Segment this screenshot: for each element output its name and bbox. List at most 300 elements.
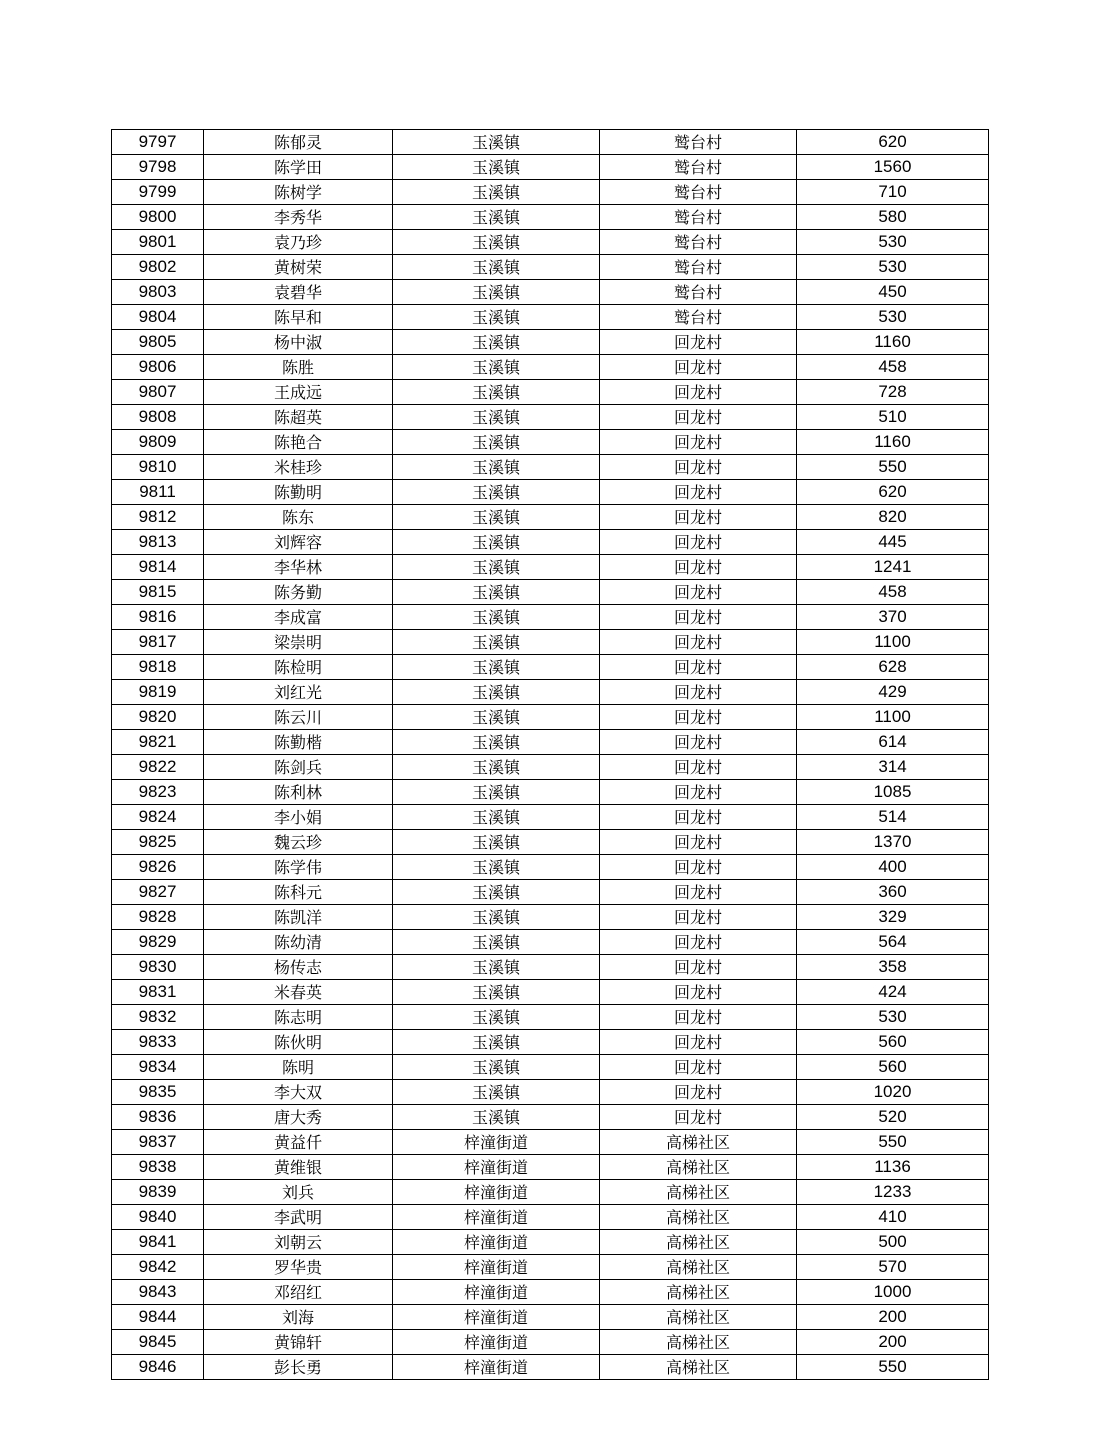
cell-amount: 410 <box>797 1205 989 1230</box>
cell-amount: 1370 <box>797 830 989 855</box>
cell-village: 回龙村 <box>600 1030 797 1055</box>
cell-town: 梓潼街道 <box>393 1180 600 1205</box>
cell-amount: 560 <box>797 1055 989 1080</box>
cell-town: 玉溪镇 <box>393 780 600 805</box>
cell-name: 黄益仟 <box>204 1130 393 1155</box>
cell-town: 玉溪镇 <box>393 555 600 580</box>
cell-village: 高梯社区 <box>600 1255 797 1280</box>
cell-village: 鹫台村 <box>600 130 797 155</box>
cell-number: 9817 <box>112 630 204 655</box>
cell-name: 陈学伟 <box>204 855 393 880</box>
cell-name: 米春英 <box>204 980 393 1005</box>
cell-amount: 500 <box>797 1230 989 1255</box>
cell-name: 袁乃珍 <box>204 230 393 255</box>
cell-amount: 710 <box>797 180 989 205</box>
cell-village: 回龙村 <box>600 555 797 580</box>
cell-town: 玉溪镇 <box>393 1005 600 1030</box>
table-row <box>112 830 989 855</box>
cell-amount: 728 <box>797 380 989 405</box>
cell-number: 9813 <box>112 530 204 555</box>
cell-number: 9815 <box>112 580 204 605</box>
cell-number: 9821 <box>112 730 204 755</box>
table-row <box>112 780 989 805</box>
cell-name: 李小娟 <box>204 805 393 830</box>
cell-number: 9835 <box>112 1080 204 1105</box>
cell-number: 9827 <box>112 880 204 905</box>
cell-village: 回龙村 <box>600 655 797 680</box>
cell-town: 玉溪镇 <box>393 1030 600 1055</box>
cell-town: 玉溪镇 <box>393 755 600 780</box>
table-row <box>112 580 989 605</box>
cell-village: 回龙村 <box>600 405 797 430</box>
cell-name: 袁碧华 <box>204 280 393 305</box>
cell-village: 回龙村 <box>600 505 797 530</box>
table-row <box>112 180 989 205</box>
cell-amount: 329 <box>797 905 989 930</box>
table-row <box>112 705 989 730</box>
cell-village: 鹫台村 <box>600 180 797 205</box>
cell-town: 玉溪镇 <box>393 405 600 430</box>
cell-town: 梓潼街道 <box>393 1255 600 1280</box>
cell-name: 彭长勇 <box>204 1355 393 1380</box>
cell-village: 高梯社区 <box>600 1305 797 1330</box>
cell-town: 玉溪镇 <box>393 705 600 730</box>
cell-amount: 1100 <box>797 705 989 730</box>
cell-number: 9818 <box>112 655 204 680</box>
table-row <box>112 630 989 655</box>
cell-number: 9820 <box>112 705 204 730</box>
cell-name: 黄树荣 <box>204 255 393 280</box>
table-row <box>112 1155 989 1180</box>
cell-town: 梓潼街道 <box>393 1230 600 1255</box>
cell-village: 回龙村 <box>600 455 797 480</box>
cell-amount: 550 <box>797 1355 989 1380</box>
cell-number: 9807 <box>112 380 204 405</box>
cell-name: 陈剑兵 <box>204 755 393 780</box>
cell-town: 玉溪镇 <box>393 1080 600 1105</box>
cell-town: 玉溪镇 <box>393 855 600 880</box>
cell-amount: 628 <box>797 655 989 680</box>
cell-number: 9846 <box>112 1355 204 1380</box>
cell-town: 玉溪镇 <box>393 905 600 930</box>
cell-town: 梓潼街道 <box>393 1305 600 1330</box>
table-row <box>112 255 989 280</box>
cell-amount: 530 <box>797 1005 989 1030</box>
cell-amount: 510 <box>797 405 989 430</box>
cell-number: 9832 <box>112 1005 204 1030</box>
cell-town: 玉溪镇 <box>393 430 600 455</box>
cell-amount: 514 <box>797 805 989 830</box>
cell-name: 陈东 <box>204 505 393 530</box>
cell-town: 玉溪镇 <box>393 1055 600 1080</box>
cell-name: 杨中淑 <box>204 330 393 355</box>
table-row <box>112 1355 989 1380</box>
cell-name: 唐大秀 <box>204 1105 393 1130</box>
cell-number: 9824 <box>112 805 204 830</box>
cell-amount: 620 <box>797 130 989 155</box>
cell-number: 9808 <box>112 405 204 430</box>
table-row <box>112 1330 989 1355</box>
cell-name: 刘辉容 <box>204 530 393 555</box>
cell-number: 9806 <box>112 355 204 380</box>
cell-name: 陈早和 <box>204 305 393 330</box>
cell-name: 陈云川 <box>204 705 393 730</box>
cell-town: 玉溪镇 <box>393 930 600 955</box>
cell-name: 陈学田 <box>204 155 393 180</box>
cell-town: 玉溪镇 <box>393 505 600 530</box>
cell-village: 回龙村 <box>600 430 797 455</box>
cell-name: 李成富 <box>204 605 393 630</box>
cell-number: 9810 <box>112 455 204 480</box>
cell-village: 回龙村 <box>600 955 797 980</box>
cell-town: 玉溪镇 <box>393 355 600 380</box>
cell-amount: 1160 <box>797 330 989 355</box>
cell-number: 9801 <box>112 230 204 255</box>
table-row <box>112 355 989 380</box>
cell-town: 玉溪镇 <box>393 230 600 255</box>
cell-amount: 820 <box>797 505 989 530</box>
cell-village: 回龙村 <box>600 805 797 830</box>
cell-name: 李武明 <box>204 1205 393 1230</box>
cell-amount: 1085 <box>797 780 989 805</box>
cell-town: 玉溪镇 <box>393 655 600 680</box>
cell-name: 邓绍红 <box>204 1280 393 1305</box>
cell-village: 回龙村 <box>600 705 797 730</box>
cell-village: 回龙村 <box>600 855 797 880</box>
cell-number: 9828 <box>112 905 204 930</box>
cell-name: 陈树学 <box>204 180 393 205</box>
cell-town: 玉溪镇 <box>393 605 600 630</box>
cell-amount: 200 <box>797 1305 989 1330</box>
cell-number: 9804 <box>112 305 204 330</box>
cell-town: 玉溪镇 <box>393 180 600 205</box>
cell-number: 9822 <box>112 755 204 780</box>
cell-town: 玉溪镇 <box>393 1105 600 1130</box>
cell-name: 陈超英 <box>204 405 393 430</box>
table-row <box>112 1205 989 1230</box>
cell-village: 高梯社区 <box>600 1230 797 1255</box>
data-table <box>111 129 989 1380</box>
cell-village: 回龙村 <box>600 830 797 855</box>
cell-amount: 200 <box>797 1330 989 1355</box>
cell-village: 鹫台村 <box>600 230 797 255</box>
cell-name: 陈勤楷 <box>204 730 393 755</box>
cell-number: 9840 <box>112 1205 204 1230</box>
cell-town: 梓潼街道 <box>393 1130 600 1155</box>
table-row <box>112 130 989 155</box>
table-row <box>112 555 989 580</box>
cell-number: 9837 <box>112 1130 204 1155</box>
cell-town: 梓潼街道 <box>393 1355 600 1380</box>
cell-number: 9802 <box>112 255 204 280</box>
cell-amount: 358 <box>797 955 989 980</box>
cell-village: 高梯社区 <box>600 1280 797 1305</box>
table-row <box>112 880 989 905</box>
cell-amount: 580 <box>797 205 989 230</box>
cell-name: 刘海 <box>204 1305 393 1330</box>
cell-village: 回龙村 <box>600 380 797 405</box>
cell-name: 王成远 <box>204 380 393 405</box>
cell-name: 黄维银 <box>204 1155 393 1180</box>
table-row <box>112 655 989 680</box>
cell-town: 玉溪镇 <box>393 255 600 280</box>
table-row <box>112 1255 989 1280</box>
table-row <box>112 430 989 455</box>
cell-town: 玉溪镇 <box>393 330 600 355</box>
cell-name: 陈利林 <box>204 780 393 805</box>
table-row <box>112 155 989 180</box>
table-row <box>112 405 989 430</box>
cell-amount: 520 <box>797 1105 989 1130</box>
cell-town: 玉溪镇 <box>393 730 600 755</box>
table-row <box>112 530 989 555</box>
cell-amount: 530 <box>797 230 989 255</box>
table-row <box>112 755 989 780</box>
cell-name: 陈胜 <box>204 355 393 380</box>
cell-village: 回龙村 <box>600 780 797 805</box>
cell-number: 9800 <box>112 205 204 230</box>
cell-number: 9798 <box>112 155 204 180</box>
table-row <box>112 955 989 980</box>
cell-town: 玉溪镇 <box>393 480 600 505</box>
cell-name: 陈明 <box>204 1055 393 1080</box>
table-row <box>112 230 989 255</box>
cell-village: 鹫台村 <box>600 280 797 305</box>
cell-amount: 429 <box>797 680 989 705</box>
table-row <box>112 1030 989 1055</box>
table-row <box>112 605 989 630</box>
cell-town: 玉溪镇 <box>393 130 600 155</box>
table-row <box>112 505 989 530</box>
cell-amount: 1100 <box>797 630 989 655</box>
table-row <box>112 930 989 955</box>
cell-name: 陈科元 <box>204 880 393 905</box>
cell-village: 回龙村 <box>600 1105 797 1130</box>
cell-village: 高梯社区 <box>600 1330 797 1355</box>
cell-number: 9836 <box>112 1105 204 1130</box>
cell-name: 刘红光 <box>204 680 393 705</box>
cell-amount: 564 <box>797 930 989 955</box>
table-row <box>112 730 989 755</box>
cell-amount: 1020 <box>797 1080 989 1105</box>
cell-village: 回龙村 <box>600 880 797 905</box>
cell-village: 高梯社区 <box>600 1355 797 1380</box>
cell-amount: 1560 <box>797 155 989 180</box>
cell-town: 玉溪镇 <box>393 580 600 605</box>
cell-name: 陈检明 <box>204 655 393 680</box>
cell-village: 鹫台村 <box>600 305 797 330</box>
cell-name: 陈幼清 <box>204 930 393 955</box>
table-row <box>112 480 989 505</box>
table-row <box>112 1230 989 1255</box>
cell-number: 9803 <box>112 280 204 305</box>
cell-number: 9831 <box>112 980 204 1005</box>
cell-town: 玉溪镇 <box>393 380 600 405</box>
cell-number: 9825 <box>112 830 204 855</box>
table-row <box>112 855 989 880</box>
cell-town: 玉溪镇 <box>393 530 600 555</box>
cell-number: 9834 <box>112 1055 204 1080</box>
table-body <box>112 130 989 1380</box>
cell-town: 玉溪镇 <box>393 980 600 1005</box>
table-row <box>112 680 989 705</box>
cell-village: 高梯社区 <box>600 1205 797 1230</box>
cell-amount: 1241 <box>797 555 989 580</box>
cell-village: 回龙村 <box>600 755 797 780</box>
cell-town: 玉溪镇 <box>393 205 600 230</box>
table-row <box>112 805 989 830</box>
table-row <box>112 330 989 355</box>
cell-number: 9845 <box>112 1330 204 1355</box>
cell-village: 回龙村 <box>600 355 797 380</box>
cell-town: 梓潼街道 <box>393 1205 600 1230</box>
cell-village: 回龙村 <box>600 530 797 555</box>
cell-amount: 560 <box>797 1030 989 1055</box>
cell-name: 米桂珍 <box>204 455 393 480</box>
cell-town: 玉溪镇 <box>393 680 600 705</box>
cell-town: 玉溪镇 <box>393 955 600 980</box>
cell-amount: 614 <box>797 730 989 755</box>
table-row <box>112 380 989 405</box>
cell-name: 陈志明 <box>204 1005 393 1030</box>
cell-number: 9830 <box>112 955 204 980</box>
cell-name: 刘朝云 <box>204 1230 393 1255</box>
cell-town: 玉溪镇 <box>393 630 600 655</box>
cell-amount: 458 <box>797 580 989 605</box>
cell-town: 玉溪镇 <box>393 305 600 330</box>
cell-amount: 1000 <box>797 1280 989 1305</box>
cell-town: 玉溪镇 <box>393 455 600 480</box>
cell-village: 鹫台村 <box>600 255 797 280</box>
cell-town: 玉溪镇 <box>393 880 600 905</box>
cell-amount: 360 <box>797 880 989 905</box>
cell-village: 回龙村 <box>600 1080 797 1105</box>
cell-village: 高梯社区 <box>600 1155 797 1180</box>
cell-name: 梁崇明 <box>204 630 393 655</box>
cell-name: 陈务勤 <box>204 580 393 605</box>
cell-name: 李秀华 <box>204 205 393 230</box>
cell-number: 9842 <box>112 1255 204 1280</box>
cell-village: 高梯社区 <box>600 1180 797 1205</box>
table-row <box>112 1080 989 1105</box>
cell-town: 玉溪镇 <box>393 805 600 830</box>
cell-village: 回龙村 <box>600 930 797 955</box>
cell-number: 9809 <box>112 430 204 455</box>
table-row <box>112 980 989 1005</box>
table-row <box>112 455 989 480</box>
cell-amount: 550 <box>797 1130 989 1155</box>
table-row <box>112 905 989 930</box>
cell-amount: 1136 <box>797 1155 989 1180</box>
table-row <box>112 1005 989 1030</box>
cell-number: 9799 <box>112 180 204 205</box>
cell-amount: 570 <box>797 1255 989 1280</box>
cell-name: 罗华贵 <box>204 1255 393 1280</box>
cell-village: 回龙村 <box>600 630 797 655</box>
table-row <box>112 1105 989 1130</box>
cell-number: 9843 <box>112 1280 204 1305</box>
cell-name: 陈郁灵 <box>204 130 393 155</box>
cell-number: 9839 <box>112 1180 204 1205</box>
cell-amount: 445 <box>797 530 989 555</box>
cell-number: 9838 <box>112 1155 204 1180</box>
cell-number: 9833 <box>112 1030 204 1055</box>
cell-number: 9814 <box>112 555 204 580</box>
cell-amount: 1233 <box>797 1180 989 1205</box>
table-row <box>112 280 989 305</box>
cell-name: 陈艳合 <box>204 430 393 455</box>
cell-village: 回龙村 <box>600 680 797 705</box>
cell-town: 梓潼街道 <box>393 1330 600 1355</box>
table-row <box>112 1130 989 1155</box>
cell-amount: 450 <box>797 280 989 305</box>
cell-number: 9829 <box>112 930 204 955</box>
cell-name: 陈勤明 <box>204 480 393 505</box>
cell-village: 回龙村 <box>600 730 797 755</box>
cell-village: 回龙村 <box>600 605 797 630</box>
cell-village: 回龙村 <box>600 980 797 1005</box>
cell-name: 黄锦轩 <box>204 1330 393 1355</box>
cell-village: 鹫台村 <box>600 155 797 180</box>
cell-amount: 1160 <box>797 430 989 455</box>
cell-number: 9805 <box>112 330 204 355</box>
cell-town: 梓潼街道 <box>393 1280 600 1305</box>
cell-amount: 370 <box>797 605 989 630</box>
cell-name: 李华林 <box>204 555 393 580</box>
cell-village: 鹫台村 <box>600 205 797 230</box>
cell-number: 9819 <box>112 680 204 705</box>
table-row <box>112 305 989 330</box>
cell-amount: 458 <box>797 355 989 380</box>
cell-village: 回龙村 <box>600 480 797 505</box>
cell-name: 魏云珍 <box>204 830 393 855</box>
cell-number: 9797 <box>112 130 204 155</box>
cell-amount: 424 <box>797 980 989 1005</box>
table-row <box>112 1055 989 1080</box>
cell-amount: 550 <box>797 455 989 480</box>
cell-number: 9826 <box>112 855 204 880</box>
cell-town: 玉溪镇 <box>393 155 600 180</box>
cell-name: 刘兵 <box>204 1180 393 1205</box>
table-row <box>112 205 989 230</box>
cell-name: 杨传志 <box>204 955 393 980</box>
cell-number: 9816 <box>112 605 204 630</box>
cell-village: 回龙村 <box>600 1055 797 1080</box>
cell-name: 李大双 <box>204 1080 393 1105</box>
cell-village: 回龙村 <box>600 1005 797 1030</box>
cell-town: 玉溪镇 <box>393 830 600 855</box>
cell-amount: 530 <box>797 255 989 280</box>
cell-town: 玉溪镇 <box>393 280 600 305</box>
cell-village: 回龙村 <box>600 330 797 355</box>
cell-name: 陈伙明 <box>204 1030 393 1055</box>
cell-number: 9823 <box>112 780 204 805</box>
cell-number: 9841 <box>112 1230 204 1255</box>
table-row <box>112 1280 989 1305</box>
cell-number: 9812 <box>112 505 204 530</box>
cell-town: 梓潼街道 <box>393 1155 600 1180</box>
cell-amount: 314 <box>797 755 989 780</box>
cell-name: 陈凯洋 <box>204 905 393 930</box>
cell-village: 回龙村 <box>600 580 797 605</box>
cell-number: 9844 <box>112 1305 204 1330</box>
cell-number: 9811 <box>112 480 204 505</box>
cell-amount: 620 <box>797 480 989 505</box>
cell-village: 高梯社区 <box>600 1130 797 1155</box>
cell-amount: 530 <box>797 305 989 330</box>
table-row <box>112 1305 989 1330</box>
table-row <box>112 1180 989 1205</box>
